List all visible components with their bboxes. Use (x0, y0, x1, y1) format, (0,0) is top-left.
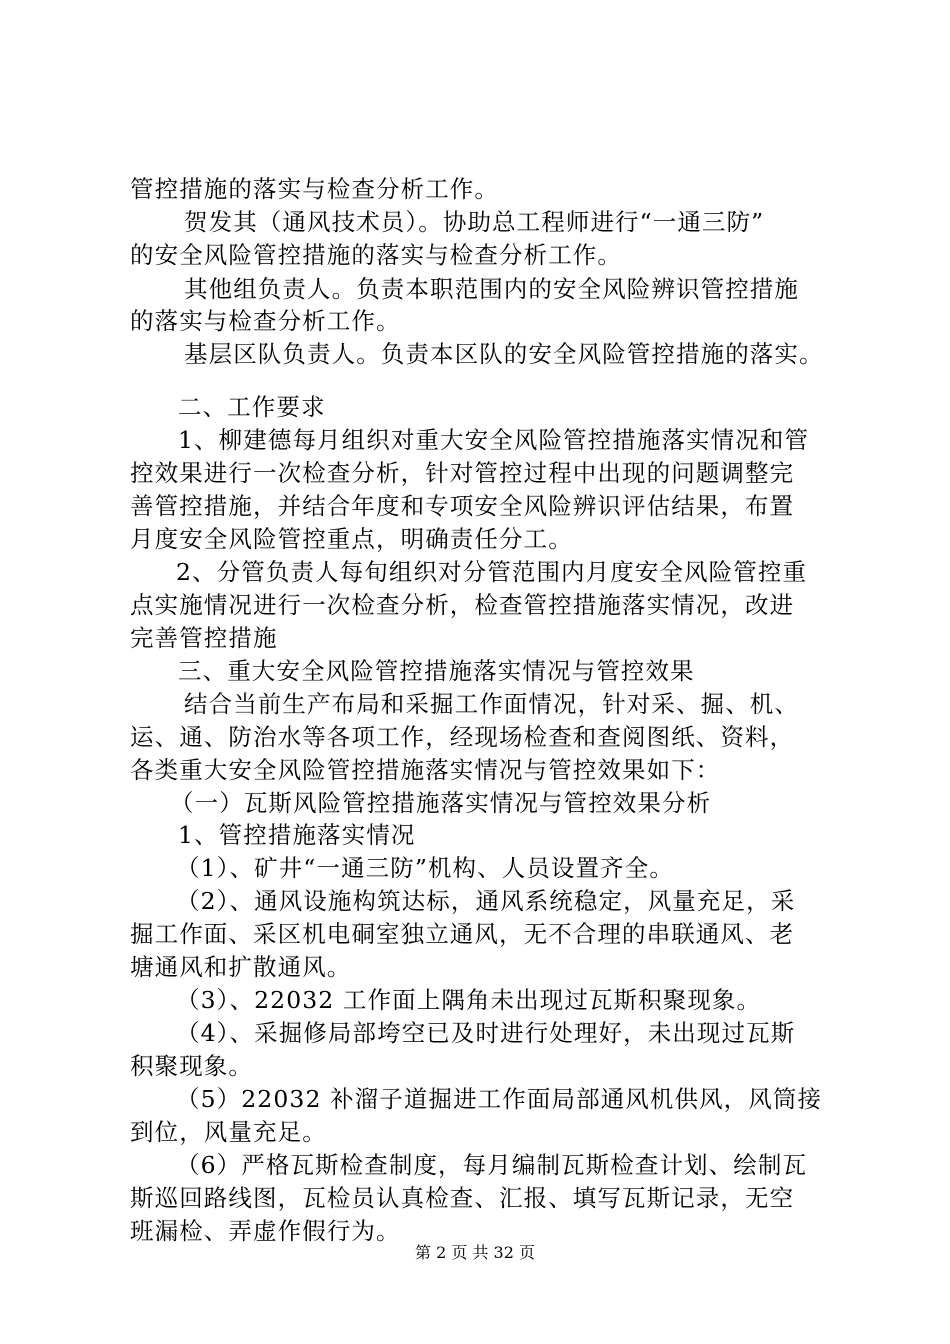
subsection-heading: （一）瓦斯风险管控措施落实情况与管控效果分析 (170, 789, 712, 817)
section-heading: 二、工作要求 (178, 393, 326, 421)
text-line: （5）22032 补溜子道掘进工作面局部通风机供风，风筒接 (176, 1085, 823, 1113)
text-line: 基层区队负责人。负责本区队的安全风险管控措施的落实。 (184, 340, 824, 368)
text-line: 运、通、防治水等各项工作，经现场检查和查阅图纸、资料， (130, 723, 795, 751)
text-line: 的安全风险管控措施的落实与检查分析工作。 (130, 241, 622, 269)
text-line: 塘通风和扩散通风。 (130, 953, 352, 981)
page-number-footer: 第 2 页 共 32 页 (415, 1243, 535, 1262)
text-line: 月度安全风险管控重点，明确责任分工。 (130, 525, 573, 553)
text-line: 的落实与检查分析工作。 (130, 307, 401, 335)
text-line: 完善管控措施 (130, 624, 278, 652)
text-line: 2、分管负责人每旬组织对分管范围内月度安全风险管控重 (176, 558, 808, 586)
text-line: 掘工作面、采区机电硐室独立通风，无不合理的串联通风、老 (130, 920, 795, 948)
text-line: 控效果进行一次检查分析，针对管控过程中出现的问题调整完 (130, 459, 795, 487)
text-line: （4）、采掘修局部垮空已及时进行处理好，未出现过瓦斯 (176, 1019, 796, 1047)
text-line: 班漏检、弄虚作假行为。 (130, 1217, 401, 1245)
text-line: 积聚现象。 (130, 1052, 253, 1080)
text-line: 点实施情况进行一次检查分析，检查管控措施落实情况，改进 (130, 591, 795, 619)
text-line: （3）、22032 工作面上隅角未出现过瓦斯积聚现象。 (176, 986, 762, 1014)
text-line: 斯巡回路线图，瓦检员认真检查、汇报、填写瓦斯记录，无空 (130, 1184, 795, 1212)
text-line: 贺发其（通风技术员）。协助总工程师进行“一通三防” (184, 208, 765, 236)
text-line: 1、柳建德每月组织对重大安全风险管控措施落实情况和管 (178, 426, 810, 454)
text-line: （2）、通风设施构筑达标，通风系统稳定，风量充足，采 (176, 887, 796, 915)
text-line: 管控措施的落实与检查分析工作。 (130, 175, 499, 203)
text-line: （6）严格瓦斯检查制度，每月编制瓦斯检查计划、绘制瓦 (176, 1151, 808, 1179)
subsection-heading: 1、管控措施落实情况 (178, 821, 416, 849)
text-line: （1）、矿井“一通三防”机构、人员设置齐全。 (176, 854, 674, 882)
text-line: 其他组负责人。负责本职范围内的安全风险辨识管控措施 (184, 275, 799, 303)
text-line: 到位，风量充足。 (130, 1118, 327, 1146)
text-line: 各类重大安全风险管控措施落实情况与管控效果如下： (130, 756, 721, 784)
section-heading: 三、重大安全风险管控措施落实情况与管控效果 (178, 657, 695, 685)
text-line: 善管控措施，并结合年度和专项安全风险辨识评估结果，布置 (130, 492, 795, 520)
text-line: 结合当前生产布局和采掘工作面情况，针对采、掘、机、 (184, 690, 799, 718)
